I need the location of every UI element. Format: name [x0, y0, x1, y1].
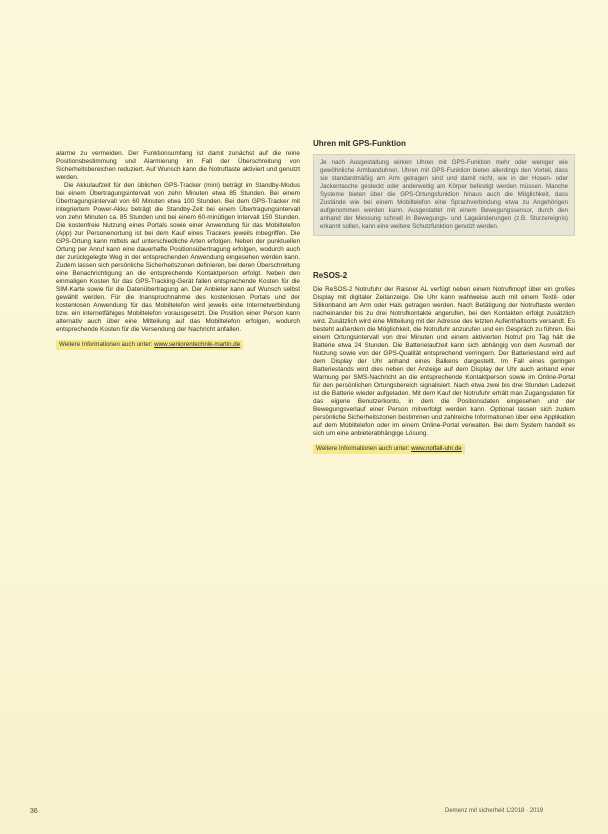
publication-footer: Demenz mit sicherheit 1/2018 · 2019 [445, 808, 544, 814]
right-more-info-link[interactable]: www.notfall-uhr.de [411, 445, 462, 452]
page-number: 36 [30, 808, 38, 815]
left-paragraph-2: Die Akkulaufzeit für den üblichen GPS-Tracker (mini) beträgt im Standby-Modus bei einem Übertragungsintervall von zehn Minuten etwa 85 Stunden. Bei einem Übertragungsintervall von 60 Minuten etwa 100 Stunden. Bei dem GPS-Tracker mit integriertem Power-Akku beträgt die Standby-Zeit bei einem Übertragungsintervall von zehn Minuten ca. 85 Stunden und bei einem 60-minütigen Intervall 150 Stunden. Die kostenfreie Nutzung eines Portals sowie einer Anwendung für das Mobiltelefon (App) zur Personenortung ist bei dem Kauf eines Trackers jeweils inbegriffen. Die GPS-Ortung kann mittels auf unterschiedliche Arten erfolgen. Neben der punktuellen Ortung per Anruf kann eine dauerhafte Positionsübertragung erfolgen, wodurch auch der zurückgelegte Weg in der entsprechenden Anwendung eingesehen werden kann. Zudem lassen sich persönliche Sicherheitszonen definieren, bei deren Überschreitung eine Benachrichtigung an die entsprechende Kontaktperson erfolgt. Neben den einmaligen Kosten für das GPS-Tracking-Gerät fallen entsprechende Kosten für die SIM-Karte sowie für die Datenübertragung an. Der Anbieter kann auf Wunsch selbst gewählt werden. Für die Inanspruchnahme des kostenlosen Portals und der kostenlosen Anwendung für das Mobiltelefon wird jeweils eine Internetverbindung bzw. ein internetfähiges Mobiltelefon vorausgesetzt. Die Position einer Person kann alternativ auch über eine Mitteilung auf das Mobiltelefon erfolgen, wodurch entsprechende Kosten für die Versendung der Nachricht anfallen. [56, 182, 300, 333]
left-column [56, 150, 300, 350]
right-more-info [313, 444, 465, 454]
section-heading-gps-watches: Uhren mit GPS-Funktion [313, 139, 406, 148]
right-column [313, 140, 575, 454]
resos-paragraph: Die ReSOS-2 Notrufuhr der Raisner AL verfügt neben einem Notrufknopf über ein großes Display mit digitaler Zeitanzeige. Die Uhr kann wahlweise auch mit einem Textil- oder Silikonband am Arm oder Hals getragen werden. Nach Betätigung der Notruftaste werden nacheinander bis zu drei Notrufkontakte angerufen, bei den Kontakten erfolgt zusätzlich wird. Zusätzlich wird eine Mitteilung mit der Adresse des letzten Aufenthaltsorts versandt. Es besteht außerdem die Möglichkeit, die Notrufuhr anzurufen und ein Gespräch zu führen. Bei einem Ortungsintervall von drei Minuten und einem aktivierten Notruf pro Tag hält die Batterie etwa 24 Stunden. Die Batterielaufzeit kann sich abhängig von dem Ausmaß der Nutzung sowie von der GPS-Qualität entsprechend verringern. Der Batteriestand wird auf dem Display der Uhr anhand eines Balkens dargestellt. Im Fall eines geringen Batteriestands wird dies neben der Anzeige auf dem Display der Uhr auch anhand einer Warnung per SMS-Nachricht an die entsprechende Kontaktperson sowie im Online-Portal für den persönlichen Ortungsbereich signalisiert. Nach etwa zwei bis drei Stunden Ladezeit ist die Batterie wieder aufgeladen. Mit dem Kauf der Notrufuhr erhält man Zugangsdaten für das eigene Benutzerkonto, in dem die Positionsdaten eingesehen und der Bewegungsverlauf einer Person mitverfolgt werden kann. Optional lassen sich zudem persönliche Sicherheitszonen bestimmen und zahlreiche Informationen über eine Applikation auf dem Mobiltelefon oder im einem Online-Portal verwalten. Bei dem System handelt es sich um eine anbieterabhängige Lösung. [313, 286, 575, 437]
left-more-info-link[interactable]: www.seniorentechnik-martin.de [154, 341, 241, 348]
right-more-info-label: Weitere Informationen auch unter: [316, 445, 412, 452]
left-paragraph-1: alarme zu vermeiden. Der Funktionsumfang ist damit zunächst auf die reine Positionsbestimmung und Alarmierung im Fall der Überschreitung von Sicherheitsbereichen reduziert. Auf Wunsch kann die Notruftaste aktiviert und genutzt werden. [56, 150, 300, 181]
info-box-text: Je nach Ausgestaltung wirken Uhren mit GPS-Funktion mehr oder weniger wie gewöhnliche Armbanduhren. Uhren mit GPS-Funktion bieten allerdings den Vorteil, dass sie standardmäßig am Arm getragen sind und damit nicht, wie in der Hosen- oder Jackentasche gesteckt oder anderweitig am Körper befestigt werden müssen. Manche Systeme bieten über die GPS-Ortungsfunktion hinaus auch die Möglichkeit, dass Zustände wie bei einem Mobiltelefon eine Sprachverbindung etwa zu Angehörigen aufgenommen werden kann. Ausgestattet mit einem Bewegungssensor, durch den anhand der Messung schnell in Bewegungs- und Lageänderungen (z.B. Sturzereignis) erkannt sollen, kann eine weitere Schutzfunktion genutzt werden. [320, 159, 568, 230]
left-more-info-label: Weitere Informationen auch unter: [59, 341, 155, 348]
left-more-info [56, 340, 243, 350]
info-box [313, 154, 575, 236]
section-heading-resos: ReSOS-2 [313, 271, 348, 280]
